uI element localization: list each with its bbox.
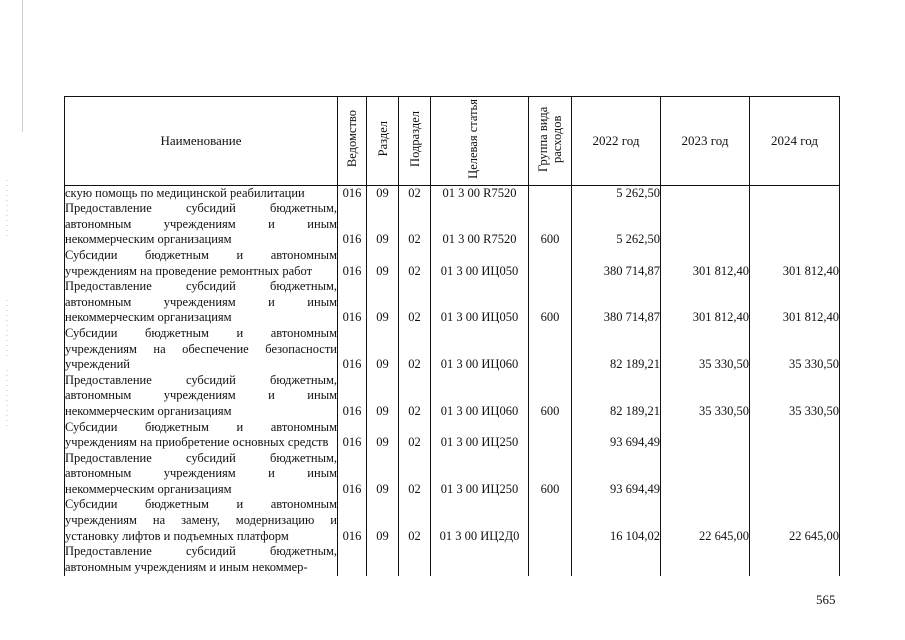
cell-name: Предоставление субсидий бюджетным, автономным учреждениям и иным некоммерческим организациям xyxy=(65,450,337,496)
cell-group xyxy=(529,420,572,451)
table-body xyxy=(65,185,840,576)
cell-target: 01 3 00 ИЦ060 xyxy=(431,373,529,420)
cell-subsection: 02 xyxy=(399,373,431,420)
table-row xyxy=(65,279,840,326)
header-section: Раздел xyxy=(367,97,399,186)
table-row xyxy=(65,248,840,279)
cell-section xyxy=(367,544,399,576)
cell-y2023 xyxy=(661,544,750,576)
cell-y2024 xyxy=(750,420,840,451)
cell-y2022: 93 694,49 xyxy=(572,451,661,498)
cell-section: 09 xyxy=(367,497,399,544)
cell-name: Субсидии бюджетным и автономным учреждениям на приобретение основных средств xyxy=(65,419,337,450)
cell-section: 09 xyxy=(367,326,399,373)
cell-subsection: 02 xyxy=(399,279,431,326)
cell-section: 09 xyxy=(367,248,399,279)
cell-group: 600 xyxy=(529,279,572,326)
header-dept: Ведомство xyxy=(338,97,367,186)
cell-section: 09 xyxy=(367,185,399,201)
cell-y2022: 5 262,50 xyxy=(572,185,661,201)
cell-subsection: 02 xyxy=(399,326,431,373)
cell-y2022: 380 714,87 xyxy=(572,248,661,279)
cell-y2024: 22 645,00 xyxy=(750,497,840,544)
cell-dept xyxy=(338,544,367,576)
page-number: 565 xyxy=(816,592,836,607)
table-row xyxy=(65,544,840,576)
cell-target: 01 3 00 ИЦ050 xyxy=(431,248,529,279)
cell-y2023: 35 330,50 xyxy=(661,373,750,420)
cell-dept: 016 xyxy=(338,201,367,248)
cell-name: Субсидии бюджетным и автономным учреждениям на обеспечение безопасности учреждений xyxy=(65,325,337,372)
cell-y2024 xyxy=(750,201,840,248)
cell-subsection: 02 xyxy=(399,201,431,248)
cell-y2023 xyxy=(661,185,750,201)
cell-target: 01 3 00 ИЦ060 xyxy=(431,326,529,373)
cell-y2024: 301 812,40 xyxy=(750,248,840,279)
cell-name: Субсидии бюджетным и автономным учреждениям на проведение ремонтных работ xyxy=(65,247,337,278)
header-2023: 2023 год xyxy=(661,97,750,186)
cell-dept: 016 xyxy=(338,373,367,420)
cell-y2024 xyxy=(750,185,840,201)
cell-y2023: 35 330,50 xyxy=(661,326,750,373)
cell-y2023: 22 645,00 xyxy=(661,497,750,544)
cell-section: 09 xyxy=(367,373,399,420)
cell-group xyxy=(529,185,572,201)
cell-y2022 xyxy=(572,544,661,576)
cell-subsection: 02 xyxy=(399,497,431,544)
header-name: Наименование xyxy=(65,97,338,186)
cell-subsection: 02 xyxy=(399,185,431,201)
cell-target: 01 3 00 ИЦ250 xyxy=(431,420,529,451)
cell-y2023 xyxy=(661,201,750,248)
budget-table xyxy=(64,96,840,576)
cell-y2023 xyxy=(661,451,750,498)
cell-y2023: 301 812,40 xyxy=(661,248,750,279)
cell-name: Предоставление субсидий бюджетным, автономным учреждениям и иным некоммерческим организациям xyxy=(65,201,337,247)
header-2024: 2024 год xyxy=(750,97,840,186)
cell-group: 600 xyxy=(529,201,572,248)
cell-group xyxy=(529,326,572,373)
margin-scan-marks xyxy=(6,300,8,360)
cell-subsection: 02 xyxy=(399,451,431,498)
cell-name: Предоставление субсидий бюджетным, автономным учреждениям и иным некоммерческим организациям xyxy=(65,372,337,418)
cell-y2023: 301 812,40 xyxy=(661,279,750,326)
cell-group xyxy=(529,544,572,576)
cell-target: 01 3 00 ИЦ250 xyxy=(431,451,529,498)
margin-rule xyxy=(22,0,23,132)
cell-section: 09 xyxy=(367,451,399,498)
cell-y2022: 380 714,87 xyxy=(572,279,661,326)
table-row xyxy=(65,185,840,201)
cell-group: 600 xyxy=(529,451,572,498)
cell-y2022: 93 694,49 xyxy=(572,420,661,451)
cell-y2022: 5 262,50 xyxy=(572,201,661,248)
cell-section: 09 xyxy=(367,279,399,326)
cell-name: Предоставление субсидий бюджетным, автономным учреждениям и иным некоммер- xyxy=(65,544,338,576)
cell-section: 09 xyxy=(367,201,399,248)
cell-dept: 016 xyxy=(338,420,367,451)
cell-dept: 016 xyxy=(338,185,367,201)
table-row xyxy=(65,201,840,248)
cell-dept: 016 xyxy=(338,279,367,326)
table-header-row xyxy=(65,97,840,186)
cell-dept: 016 xyxy=(338,497,367,544)
cell-subsection: 02 xyxy=(399,420,431,451)
margin-scan-marks xyxy=(6,370,8,430)
cell-section: 09 xyxy=(367,420,399,451)
cell-dept: 016 xyxy=(338,451,367,498)
cell-subsection xyxy=(399,544,431,576)
cell-target: 01 3 00 ИЦ050 xyxy=(431,279,529,326)
table-row xyxy=(65,373,840,420)
cell-y2024: 35 330,50 xyxy=(750,326,840,373)
cell-y2023 xyxy=(661,420,750,451)
cell-y2024: 35 330,50 xyxy=(750,373,840,420)
cell-name: скую помощь по медицинской реабилитации xyxy=(65,185,338,201)
cell-y2022: 16 104,02 xyxy=(572,497,661,544)
table-row xyxy=(65,497,840,544)
cell-group: 600 xyxy=(529,373,572,420)
cell-target: 01 3 00 R7520 xyxy=(431,201,529,248)
header-2022: 2022 год xyxy=(572,97,661,186)
table-row xyxy=(65,420,840,451)
cell-dept: 016 xyxy=(338,326,367,373)
cell-target: 01 3 00 R7520 xyxy=(431,185,529,201)
header-target: Целевая статья xyxy=(431,97,529,186)
cell-y2024 xyxy=(750,544,840,576)
cell-dept: 016 xyxy=(338,248,367,279)
header-group: Группа вида расходов xyxy=(529,97,572,186)
cell-group xyxy=(529,497,572,544)
cell-y2024 xyxy=(750,451,840,498)
cell-y2024: 301 812,40 xyxy=(750,279,840,326)
cell-name: Субсидии бюджетным и автономным учреждениям на замену, модернизацию и установку лифтов и подъемных платформ xyxy=(65,497,337,543)
cell-subsection: 02 xyxy=(399,248,431,279)
cell-y2022: 82 189,21 xyxy=(572,373,661,420)
cell-group xyxy=(529,248,572,279)
cell-target xyxy=(431,544,529,576)
table-row xyxy=(65,326,840,373)
header-subsection: Подраздел xyxy=(399,97,431,186)
cell-y2022: 82 189,21 xyxy=(572,326,661,373)
table-row xyxy=(65,451,840,498)
margin-scan-marks xyxy=(6,180,8,240)
cell-name: Предоставление субсидий бюджетным, автономным учреждениям и иным некоммерческим организациям xyxy=(65,279,337,325)
cell-target: 01 3 00 ИЦ2Д0 xyxy=(431,497,529,544)
